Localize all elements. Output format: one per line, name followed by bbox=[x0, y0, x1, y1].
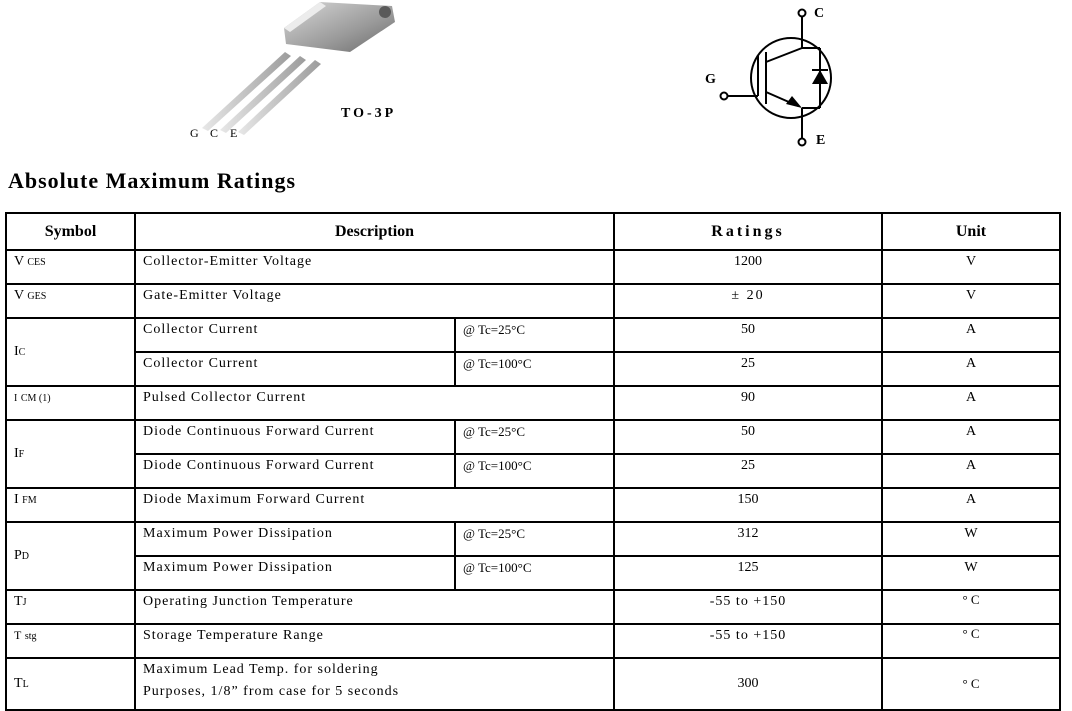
description-line-1: Maximum Lead Temp. for soldering bbox=[143, 662, 379, 677]
rating-cell: 50 bbox=[614, 318, 882, 352]
unit-cell: A bbox=[882, 352, 1060, 386]
unit-cell: A bbox=[882, 454, 1060, 488]
table-row bbox=[6, 522, 1060, 556]
description-cell: Diode Continuous Forward Current bbox=[135, 454, 455, 488]
rating-cell: 1200 bbox=[614, 250, 882, 284]
symbol-cell: TJ bbox=[6, 590, 135, 624]
rating-cell: 312 bbox=[614, 522, 882, 556]
unit-cell: V bbox=[882, 250, 1060, 284]
pin-label-g: G bbox=[190, 126, 200, 140]
symbol-label-emitter: E bbox=[816, 133, 826, 148]
description-cell bbox=[135, 658, 614, 710]
description-cell: Diode Continuous Forward Current bbox=[135, 420, 455, 454]
igbt-symbol-diagram bbox=[700, 0, 840, 150]
rating-cell: -55 to +150 bbox=[614, 590, 882, 624]
rating-cell: 25 bbox=[614, 352, 882, 386]
rating-cell: 50 bbox=[614, 420, 882, 454]
symbol-label-gate: G bbox=[705, 72, 716, 87]
table-row bbox=[6, 386, 1060, 420]
condition-cell: @ Tc=25°C bbox=[455, 522, 614, 556]
description-cell: Storage Temperature Range bbox=[135, 624, 614, 658]
description-cell: Diode Maximum Forward Current bbox=[135, 488, 614, 522]
rating-cell: 150 bbox=[614, 488, 882, 522]
symbol-cell: I FM bbox=[6, 488, 135, 522]
unit-cell: A bbox=[882, 318, 1060, 352]
table-row bbox=[6, 624, 1060, 658]
header-symbol: Symbol bbox=[6, 213, 135, 250]
condition-cell: @ Tc=100°C bbox=[455, 454, 614, 488]
table-row bbox=[6, 658, 1060, 710]
header-description: Description bbox=[135, 213, 614, 250]
rating-cell: 125 bbox=[614, 556, 882, 590]
description-line-2: Purposes, 1/8” from case for 5 seconds bbox=[143, 684, 400, 699]
unit-cell: W bbox=[882, 556, 1060, 590]
section-title: Absolute Maximum Ratings bbox=[8, 168, 297, 193]
table-row bbox=[6, 284, 1060, 318]
rating-cell: 300 bbox=[614, 658, 882, 710]
unit-cell: V bbox=[882, 284, 1060, 318]
table-row bbox=[6, 250, 1060, 284]
pin-label-c: C bbox=[210, 126, 220, 140]
table-row bbox=[6, 556, 1060, 590]
to3p-package-image bbox=[180, 0, 420, 145]
package-name: TO-3P bbox=[341, 106, 397, 121]
symbol-cell: T stg bbox=[6, 624, 135, 658]
unit-cell: A bbox=[882, 488, 1060, 522]
symbol-cell: TL bbox=[6, 658, 135, 710]
condition-cell: @ Tc=100°C bbox=[455, 556, 614, 590]
unit-cell: W bbox=[882, 522, 1060, 556]
description-cell: Maximum Power Dissipation bbox=[135, 522, 455, 556]
symbol-cell: IC bbox=[6, 318, 135, 386]
rating-cell: 90 bbox=[614, 386, 882, 420]
description-cell: Maximum Power Dissipation bbox=[135, 556, 455, 590]
table-row bbox=[6, 420, 1060, 454]
condition-cell: @ Tc=25°C bbox=[455, 420, 614, 454]
unit-cell: ° C bbox=[882, 658, 1060, 710]
description-cell: Operating Junction Temperature bbox=[135, 590, 614, 624]
table-header-row bbox=[6, 213, 1060, 250]
description-cell: Pulsed Collector Current bbox=[135, 386, 614, 420]
description-cell: Collector Current bbox=[135, 352, 455, 386]
description-cell: Collector-Emitter Voltage bbox=[135, 250, 614, 284]
table-row bbox=[6, 488, 1060, 522]
rating-cell: ± 20 bbox=[614, 284, 882, 318]
table-row bbox=[6, 318, 1060, 352]
header-unit: Unit bbox=[882, 213, 1060, 250]
header-ratings: Ratings bbox=[614, 213, 882, 250]
unit-cell: ° C bbox=[882, 590, 1060, 624]
condition-cell: @ Tc=25°C bbox=[455, 318, 614, 352]
symbol-cell: PD bbox=[6, 522, 135, 590]
description-cell: Collector Current bbox=[135, 318, 455, 352]
unit-cell: A bbox=[882, 420, 1060, 454]
rating-cell: 25 bbox=[614, 454, 882, 488]
pin-label-e: E bbox=[230, 126, 239, 140]
table-row bbox=[6, 454, 1060, 488]
symbol-label-collector: C bbox=[814, 6, 825, 21]
description-cell: Gate-Emitter Voltage bbox=[135, 284, 614, 318]
condition-cell: @ Tc=100°C bbox=[455, 352, 614, 386]
symbol-cell: I CM (1) bbox=[6, 386, 135, 420]
ratings-table bbox=[5, 212, 1061, 711]
symbol-cell: V GES bbox=[6, 284, 135, 318]
unit-cell: A bbox=[882, 386, 1060, 420]
table-row bbox=[6, 352, 1060, 386]
unit-cell: ° C bbox=[882, 624, 1060, 658]
table-row bbox=[6, 590, 1060, 624]
rating-cell: -55 to +150 bbox=[614, 624, 882, 658]
symbol-cell: IF bbox=[6, 420, 135, 488]
symbol-cell: V CES bbox=[6, 250, 135, 284]
